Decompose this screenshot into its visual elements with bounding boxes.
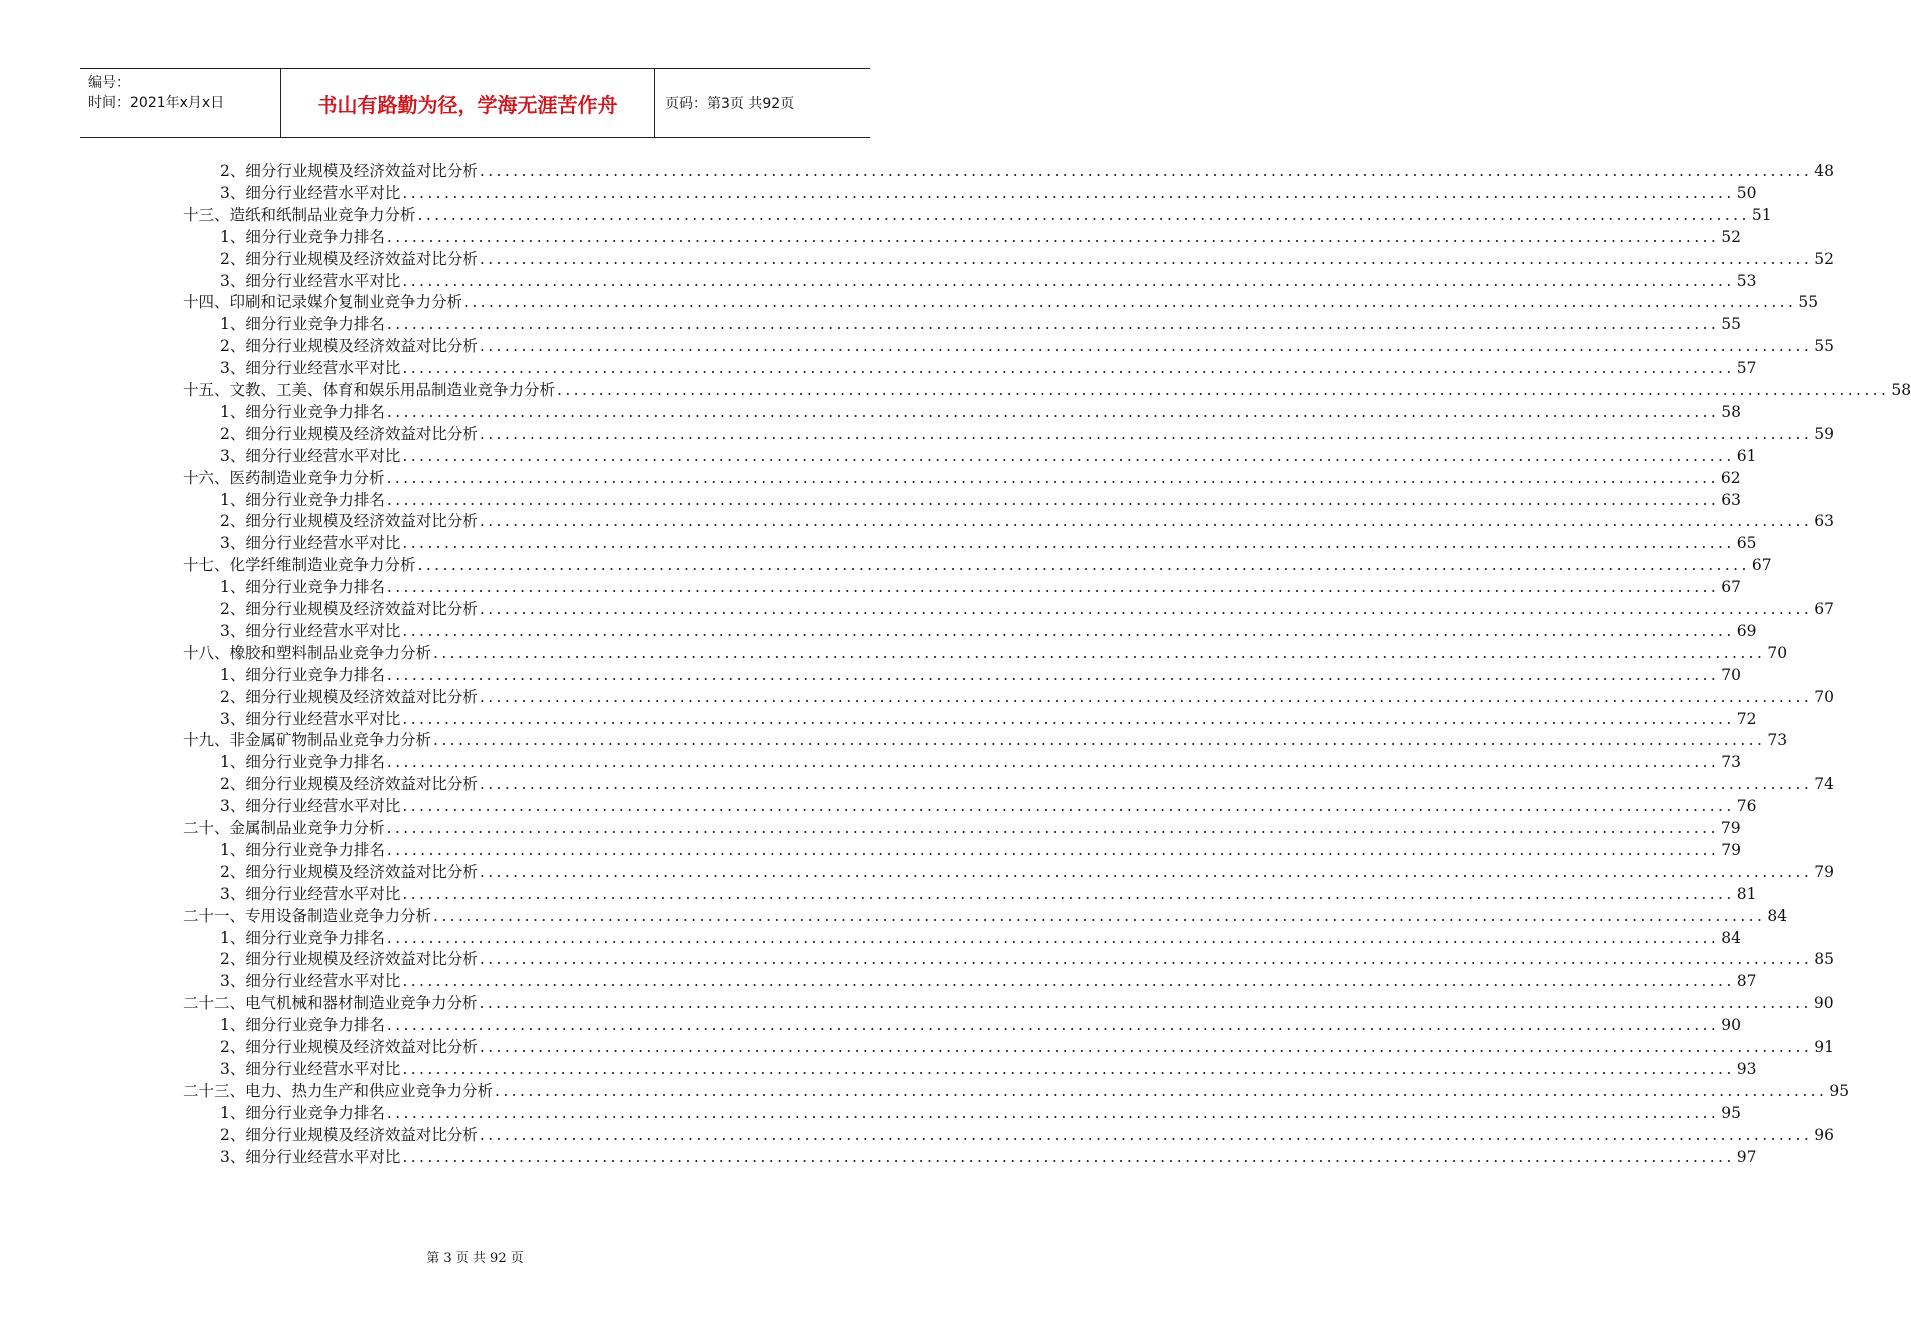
toc-dot-leader: ................................................................................................................................................................ — [433, 643, 1766, 662]
footer-page-number: 第 3 页 共 92 页 — [426, 1251, 524, 1266]
toc-entry-title: 1、细分行业竞争力排名 — [220, 1103, 385, 1122]
toc-entry-title: 2、细分行业规模及经济效益对比分析 — [220, 1125, 478, 1144]
toc-entry-title: 二十三、电力、热力生产和供应业竞争力分析 — [183, 1081, 494, 1100]
toc-entry-page: 50 — [1736, 183, 1757, 202]
toc-entry[interactable] — [220, 270, 1757, 292]
toc-dot-leader: ................................................................................................................................................................ — [402, 884, 1735, 903]
toc-dot-leader: ................................................................................................................................................................ — [386, 753, 1720, 772]
toc-entry-title: 3、细分行业经营水平对比 — [220, 1059, 401, 1078]
toc-entry-page: 91 — [1814, 1038, 1834, 1056]
toc-entry-title: 1、细分行业竞争力排名 — [220, 753, 385, 772]
toc-entry-page: 63 — [1721, 490, 1741, 509]
motto-text: 书山有路勤为径，学海无涯苦作舟 — [317, 92, 618, 117]
toc-dot-leader: ................................................................................................................................................................ — [479, 162, 1813, 180]
toc-entry-page: 96 — [1814, 1125, 1834, 1144]
toc-entry-title: 十六、医药制造业竞争力分析 — [183, 468, 385, 487]
toc-dot-leader: ................................................................................................................................................................ — [479, 1038, 1813, 1056]
toc-entry-page: 81 — [1736, 884, 1757, 903]
toc-entry-page: 90 — [1813, 994, 1834, 1013]
toc-dot-leader: ................................................................................................................................................................ — [402, 534, 1735, 553]
toc-entry[interactable] — [220, 335, 1834, 357]
toc-entry[interactable] — [220, 1014, 1741, 1036]
toc-entry-page: 55 — [1798, 293, 1819, 312]
toc-dot-leader: ................................................................................................................................................................ — [386, 665, 1720, 684]
toc-entry-page: 73 — [1721, 753, 1741, 772]
toc-entry-page: 93 — [1736, 1059, 1757, 1078]
header-motto-cell — [281, 69, 655, 137]
toc-entry[interactable] — [220, 445, 1757, 467]
toc-entry[interactable] — [183, 642, 1788, 664]
toc-entry-page: 55 — [1814, 337, 1834, 356]
toc-entry-page: 70 — [1721, 665, 1741, 684]
toc-entry-page: 73 — [1767, 731, 1788, 750]
toc-entry[interactable] — [220, 948, 1834, 970]
toc-entry-title: 3、细分行业经营水平对比 — [220, 271, 401, 290]
toc-dot-leader: ................................................................................................................................................................ — [386, 315, 1720, 334]
toc-entry-title: 2、细分行业规模及经济效益对比分析 — [220, 162, 478, 180]
toc-dot-leader: ................................................................................................................................................................ — [402, 1059, 1735, 1078]
toc-dot-leader: ................................................................................................................................................................ — [386, 819, 1719, 837]
toc-dot-leader: ................................................................................................................................................................ — [386, 490, 1720, 509]
toc-entry[interactable] — [220, 313, 1741, 335]
date-label: 时间：2021年x月x日 — [88, 95, 225, 111]
page-info: 页码：第3页 共92页 — [665, 96, 795, 112]
toc-entry-page: 84 — [1767, 906, 1788, 925]
toc-dot-leader: ................................................................................................................................................................ — [464, 293, 1797, 312]
toc-entry-title: 二十、金属制品业竞争力分析 — [183, 819, 385, 837]
header-page-cell — [655, 69, 870, 137]
toc-entry[interactable] — [220, 576, 1741, 598]
toc-dot-leader: ................................................................................................................................................................ — [479, 600, 1813, 618]
toc-entry-page: 67 — [1814, 600, 1834, 618]
toc-entry-title: 3、细分行业经营水平对比 — [220, 446, 401, 465]
toc-dot-leader: ................................................................................................................................................................ — [479, 424, 1813, 443]
toc-entry[interactable] — [220, 1058, 1757, 1080]
toc-dot-leader: ................................................................................................................................................................ — [402, 183, 1735, 202]
toc-entry-title: 十七、化学纤维制造业竞争力分析 — [183, 556, 416, 575]
toc-entry-title: 3、细分行业经营水平对比 — [220, 972, 401, 991]
toc-entry-title: 十四、印刷和记录媒介复制业竞争力分析 — [183, 293, 463, 312]
toc-entry[interactable] — [183, 379, 1911, 401]
toc-entry-page: 61 — [1736, 446, 1757, 465]
toc-entry-title: 1、细分行业竞争力排名 — [220, 315, 385, 334]
toc-entry-page: 52 — [1814, 249, 1834, 268]
toc-entry-page: 62 — [1720, 468, 1741, 487]
toc-dot-leader: ................................................................................................................................................................ — [402, 972, 1735, 991]
toc-entry-title: 1、细分行业竞争力排名 — [220, 402, 385, 421]
toc-dot-leader: ................................................................................................................................................................ — [557, 381, 1890, 399]
toc-entry[interactable] — [220, 708, 1757, 730]
toc-entry-title: 2、细分行业规模及经济效益对比分析 — [220, 950, 478, 969]
toc-entry[interactable] — [183, 554, 1772, 576]
page-header — [80, 68, 870, 138]
toc-entry-page: 52 — [1721, 227, 1741, 246]
toc-entry-title: 3、细分行业经营水平对比 — [220, 183, 401, 202]
toc-entry[interactable] — [220, 1146, 1757, 1168]
toc-dot-leader: ................................................................................................................................................................ — [433, 731, 1766, 750]
toc-entry-title: 1、细分行业竞争力排名 — [220, 578, 385, 597]
toc-entry-page: 70 — [1767, 643, 1788, 662]
toc-entry[interactable] — [220, 248, 1834, 270]
toc-dot-leader: ................................................................................................................................................................ — [433, 906, 1766, 925]
toc-dot-leader: ................................................................................................................................................................ — [386, 578, 1720, 597]
toc-dot-leader: ................................................................................................................................................................ — [402, 446, 1735, 465]
toc-entry-title: 1、细分行业竞争力排名 — [220, 928, 385, 947]
toc-entry[interactable] — [220, 839, 1741, 861]
toc-entry-page: 57 — [1736, 359, 1757, 378]
toc-dot-leader: ................................................................................................................................................................ — [386, 468, 1719, 487]
toc-entry[interactable] — [220, 664, 1741, 686]
toc-entry-page: 53 — [1736, 271, 1757, 290]
toc-dot-leader: ................................................................................................................................................................ — [402, 359, 1735, 378]
toc-entry-title: 3、细分行业经营水平对比 — [220, 621, 401, 640]
toc-dot-leader: ................................................................................................................................................................ — [386, 1016, 1720, 1035]
toc-entry[interactable] — [220, 927, 1741, 949]
toc-dot-leader: ................................................................................................................................................................ — [495, 1081, 1828, 1100]
toc-dot-leader: ................................................................................................................................................................ — [386, 840, 1720, 859]
toc-dot-leader: ................................................................................................................................................................ — [479, 512, 1813, 531]
toc-entry-title: 1、细分行业竞争力排名 — [220, 490, 385, 509]
toc-entry-page: 67 — [1721, 578, 1741, 597]
toc-entry[interactable] — [183, 1080, 1850, 1102]
toc-entry-page: 59 — [1814, 424, 1834, 443]
toc-entry[interactable] — [183, 291, 1819, 313]
toc-entry-page: 87 — [1736, 972, 1757, 991]
toc-entry-title: 2、细分行业规模及经济效益对比分析 — [220, 424, 478, 443]
toc-entry-title: 2、细分行业规模及经济效益对比分析 — [220, 249, 478, 268]
toc-entry-title: 1、细分行业竞争力排名 — [220, 1016, 385, 1035]
toc-entry[interactable] — [220, 489, 1741, 511]
toc-entry[interactable] — [220, 970, 1757, 992]
toc-entry-title: 十三、造纸和纸制品业竞争力分析 — [183, 205, 416, 224]
toc-dot-leader: ................................................................................................................................................................ — [479, 687, 1813, 706]
toc-entry-page: 58 — [1721, 402, 1741, 421]
serial-number-label: 编号： — [88, 75, 130, 91]
toc-entry-title: 3、细分行业经营水平对比 — [220, 709, 401, 728]
toc-entry-title: 1、细分行业竞争力排名 — [220, 665, 385, 684]
toc-dot-leader: ................................................................................................................................................................ — [417, 205, 1750, 224]
toc-entry[interactable] — [220, 620, 1757, 642]
toc-entry[interactable] — [183, 992, 1834, 1014]
toc-dot-leader: ................................................................................................................................................................ — [402, 709, 1735, 728]
toc-entry-title: 3、细分行业经营水平对比 — [220, 359, 401, 378]
toc-entry-page: 74 — [1814, 775, 1834, 794]
toc-entry-title: 2、细分行业规模及经济效益对比分析 — [220, 337, 478, 356]
toc-entry-title: 十五、文教、工美、体育和娱乐用品制造业竞争力分析 — [183, 381, 556, 399]
toc-entry-title: 3、细分行业经营水平对比 — [220, 1147, 401, 1166]
toc-entry-page: 95 — [1721, 1103, 1741, 1122]
toc-entry[interactable] — [220, 401, 1741, 423]
toc-entry[interactable] — [220, 1102, 1741, 1124]
toc-entry-page: 70 — [1814, 687, 1834, 706]
toc-entry[interactable] — [220, 795, 1757, 817]
toc-entry-title: 3、细分行业经营水平对比 — [220, 797, 401, 816]
toc-entry[interactable] — [220, 160, 1834, 182]
toc-entry-page: 84 — [1721, 928, 1741, 947]
toc-entry[interactable] — [183, 204, 1772, 226]
toc-entry-title: 2、细分行业规模及经济效益对比分析 — [220, 512, 478, 531]
toc-entry-title: 二十一、专用设备制造业竞争力分析 — [183, 906, 432, 925]
toc-entry-page: 48 — [1814, 162, 1834, 180]
toc-entry[interactable] — [220, 751, 1741, 773]
toc-entry-title: 2、细分行业规模及经济效益对比分析 — [220, 775, 478, 794]
toc-entry-page: 79 — [1720, 819, 1741, 837]
toc-entry[interactable] — [183, 729, 1788, 751]
toc-entry-page: 65 — [1736, 534, 1757, 553]
toc-entry-title: 2、细分行业规模及经济效益对比分析 — [220, 687, 478, 706]
header-meta-cell — [80, 69, 281, 137]
toc-entry[interactable] — [183, 467, 1741, 489]
toc-dot-leader: ................................................................................................................................................................ — [386, 928, 1720, 947]
toc-entry-page: 55 — [1721, 315, 1741, 334]
toc-dot-leader: ................................................................................................................................................................ — [402, 1147, 1735, 1166]
toc-entry-title: 十八、橡胶和塑料制品业竞争力分析 — [183, 643, 432, 662]
toc-entry-page: 58 — [1891, 381, 1911, 399]
toc-entry[interactable] — [220, 226, 1741, 248]
toc-entry-title: 2、细分行业规模及经济效益对比分析 — [220, 862, 478, 881]
toc-entry-page: 79 — [1721, 840, 1741, 859]
toc-entry-page: 63 — [1814, 512, 1834, 531]
toc-entry-title: 2、细分行业规模及经济效益对比分析 — [220, 1038, 478, 1056]
toc-entry[interactable] — [220, 182, 1757, 204]
toc-entry-title: 3、细分行业经营水平对比 — [220, 534, 401, 553]
toc-dot-leader: ................................................................................................................................................................ — [479, 950, 1813, 969]
toc-entry[interactable] — [220, 423, 1834, 445]
toc-entry[interactable] — [220, 532, 1757, 554]
toc-entry-page: 72 — [1736, 709, 1757, 728]
toc-entry-page: 79 — [1814, 862, 1834, 881]
toc-dot-leader: ................................................................................................................................................................ — [479, 1125, 1813, 1144]
toc-entry[interactable] — [220, 1124, 1834, 1146]
page-footer — [0, 1247, 950, 1266]
toc-entry-page: 97 — [1736, 1147, 1757, 1166]
toc-entry[interactable] — [220, 686, 1834, 708]
toc-entry-page: 90 — [1721, 1016, 1741, 1035]
toc-dot-leader: ................................................................................................................................................................ — [402, 621, 1735, 640]
toc-entry[interactable] — [183, 905, 1788, 927]
toc-dot-leader: ................................................................................................................................................................ — [402, 271, 1735, 290]
toc-dot-leader: ................................................................................................................................................................ — [479, 249, 1813, 268]
toc-entry[interactable] — [220, 598, 1834, 620]
toc-dot-leader: ................................................................................................................................................................ — [479, 775, 1813, 794]
toc-entry-page: 95 — [1829, 1081, 1850, 1100]
toc-entry[interactable] — [183, 817, 1741, 839]
toc-entry-page: 76 — [1736, 797, 1757, 816]
toc-entry[interactable] — [220, 1036, 1834, 1058]
toc-entry[interactable] — [220, 357, 1757, 379]
toc-entry-title: 十九、非金属矿物制品业竞争力分析 — [183, 731, 432, 750]
toc-entry[interactable] — [220, 773, 1834, 795]
toc-dot-leader: ................................................................................................................................................................ — [479, 862, 1813, 881]
toc-entry[interactable] — [220, 510, 1834, 532]
toc-entry-page: 85 — [1814, 950, 1834, 969]
toc-entry-page: 67 — [1751, 556, 1772, 575]
toc-entry[interactable] — [220, 883, 1757, 905]
toc-dot-leader: ................................................................................................................................................................ — [386, 227, 1720, 246]
toc-entry-page: 69 — [1736, 621, 1757, 640]
toc-entry-title: 3、细分行业经营水平对比 — [220, 884, 401, 903]
toc-dot-leader: ................................................................................................................................................................ — [479, 994, 1812, 1013]
toc-entry[interactable] — [220, 861, 1834, 883]
toc-dot-leader: ................................................................................................................................................................ — [386, 402, 1720, 421]
toc-dot-leader: ................................................................................................................................................................ — [386, 1103, 1720, 1122]
toc-entry-title: 1、细分行业竞争力排名 — [220, 840, 385, 859]
toc-dot-leader: ................................................................................................................................................................ — [479, 337, 1813, 356]
toc-entry-title: 1、细分行业竞争力排名 — [220, 227, 385, 246]
toc-dot-leader: ................................................................................................................................................................ — [402, 797, 1735, 816]
toc-dot-leader: ................................................................................................................................................................ — [417, 556, 1750, 575]
toc-entry-title: 2、细分行业规模及经济效益对比分析 — [220, 600, 478, 618]
toc-entry-page: 51 — [1751, 205, 1772, 224]
toc-entry-title: 二十二、电气机械和器材制造业竞争力分析 — [183, 994, 478, 1013]
